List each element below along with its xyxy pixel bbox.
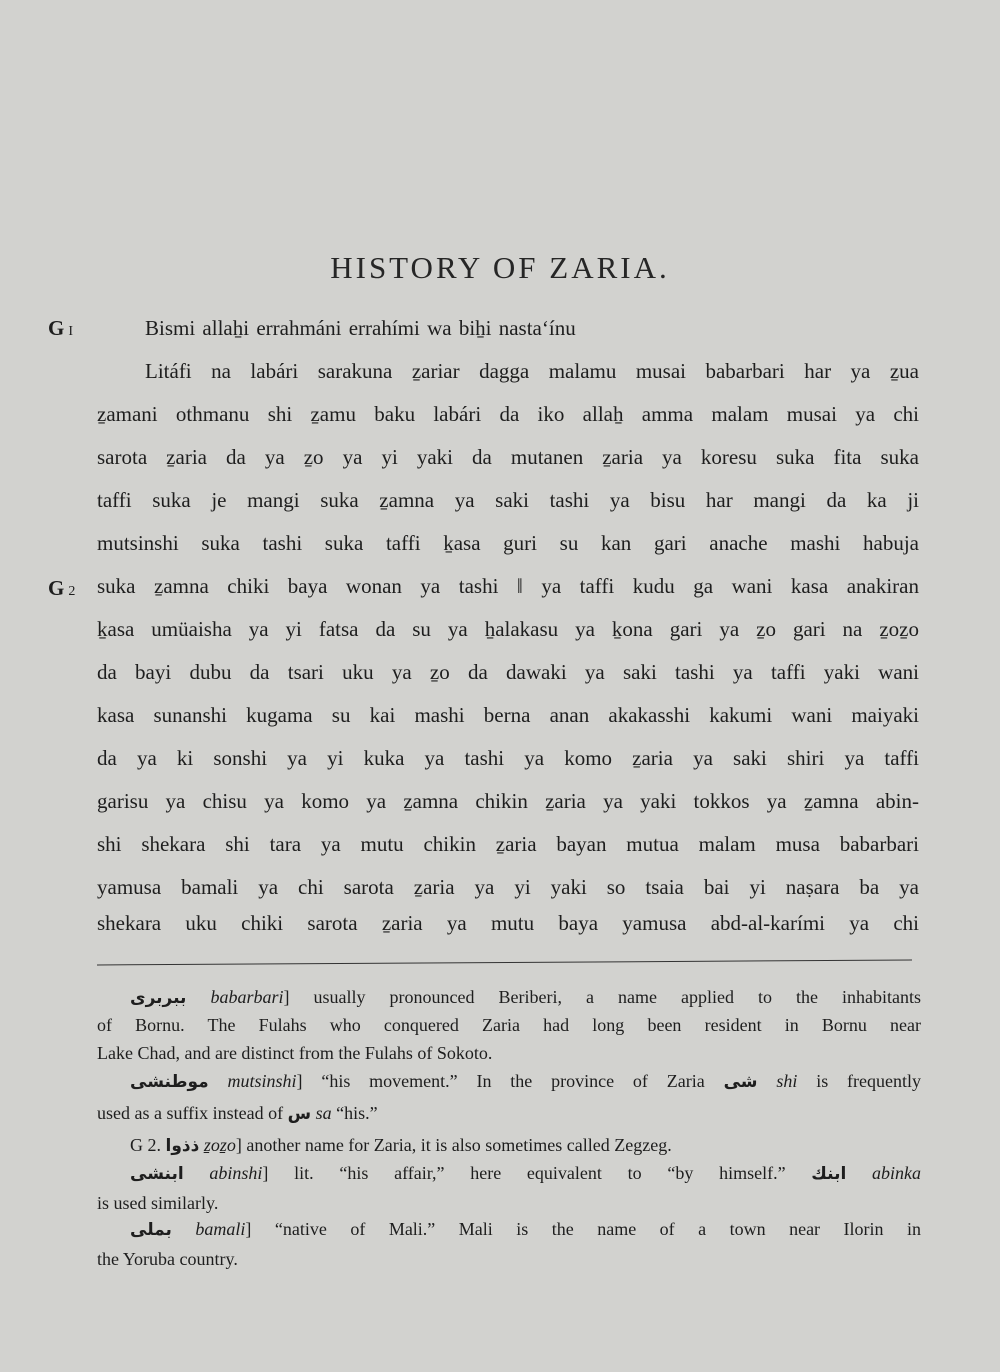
text-line: taffi suka je mangi suka ẕamna ya saki tashi ya bisu har mangi da ka ji [97,488,919,512]
arabic-term: شى [723,1072,758,1092]
section-marker-g2 [48,575,75,605]
footnote-term: abinka [872,1163,922,1183]
footnote-text: used as a suffix instead of [97,1103,284,1123]
footnote-line [130,1070,921,1092]
footnote-line: is used similarly. [97,1193,219,1213]
footnote-term: shi [776,1071,798,1091]
page-title: HISTORY OF ZARIA. [330,250,670,285]
footnote-line [130,1162,921,1184]
footnote-line [130,1218,921,1240]
text-line: yamusa bamali ya chi sarota ẕaria ya yi yaki so tsaia bai yi naṣara ba ya [97,875,919,899]
footnote-line [97,1102,921,1124]
footnote-text: ] lit. “his affair,” here equivalent to “by himself.” [262,1163,786,1183]
arabic-term: ببربرى [130,988,187,1008]
footnote-term: ẕoẕo [203,1135,236,1155]
text-line: mutsinshi suka tashi suka taffi ḵasa guri su kan gari anache mashi habuja [97,531,919,555]
arabic-term: س [287,1104,312,1124]
footnote-term: mutsinshi [227,1071,297,1091]
text-line: da bayi dubu da tsari uku ya ẕo da dawaki ya saki tashi ya taffi yaki wani [97,660,919,684]
footnote-text: ] another name for Zaria, it is also sometimes called Zegzeg. [235,1135,672,1155]
text-line: Litáfi na labári sarakuna ẕariar dagga malamu musai babarbari har ya ẕua [145,359,919,383]
footnote-line: Lake Chad, and are distinct from the Fulahs of Sokoto. [97,1043,493,1063]
text-line: garisu ya chisu ya komo ya ẕamna chikin ẕaria ya yaki tokkos ya ẕamna abin- [97,789,919,813]
footnote-text: ] usually pronounced Beriberi, a name applied to the inhabitants [283,987,922,1007]
marker-letter: G [48,576,65,600]
footnote-divider [97,960,912,966]
arabic-term: ابنشى [130,1164,184,1184]
marker-number: 2 [68,584,76,599]
text-line: sarota ẕaria da ya ẕo ya yi yaki da mutanen ẕaria ya koresu suka fita suka [97,445,919,469]
arabic-term: ذذوا [165,1136,200,1156]
footnote-term: sa [315,1103,332,1123]
footnote-text: is frequently [816,1071,922,1091]
footnote-text: ] “his movement.” In the province of Zaria [296,1071,705,1091]
footnote-text: “his.” [336,1103,378,1123]
text-line: suka ẕamna chiki baya wonan ya tashi ‖ ya taffi kudu ga wani kasa anakiran [97,574,919,598]
text-line: kasa sunanshi kugama su kai mashi berna anan akakasshi kakumi wani maiyaki [97,703,919,727]
footnote-line: the Yoruba country. [97,1249,238,1269]
footnote-term: babarbari [210,987,284,1007]
footnote-line [130,1134,921,1156]
text-line: shi shekara shi tara ya mutu chikin ẕaria bayan mutua malam musa babarbari [97,832,919,856]
marker-number: I [68,324,74,339]
text-line: ẕamani othmanu shi ẕamu baku labári da iko allaẖ amma malam musai ya chi [97,402,919,426]
footnote-line [130,986,921,1008]
text-line: da ya ki sonshi ya yi kuka ya tashi ya komo ẕaria ya saki shiri ya taffi [97,746,919,770]
arabic-term: ابنك [811,1164,847,1184]
text-line: ḵasa umüaisha ya yi fatsa da su ya ẖalakasu ya ḵona gari ya ẕo gari na ẕoẕo [97,617,919,641]
section-marker-g1 [48,315,73,345]
text-line: shekara uku chiki sarota ẕaria ya mutu baya yamusa abd-al-karími ya chi [97,911,919,935]
footnote-ref: G 2. [130,1135,161,1155]
footnote-term: bamali [195,1219,246,1239]
footnote-term: abinshi [209,1163,263,1183]
arabic-term: موطنشى [130,1072,209,1092]
arabic-term: بملى [130,1220,172,1240]
footnote-text: ] “native of Mali.” Mali is the name of a town near Ilorin in [245,1219,921,1239]
marker-letter: G [48,316,65,340]
footnote-line: of Bornu. The Fulahs who conquered Zaria had long been resident in Bornu near [97,1015,921,1035]
text-line: Bismi allaẖi errahmáni errahími wa biẖi nasta‘ínu [145,316,576,340]
